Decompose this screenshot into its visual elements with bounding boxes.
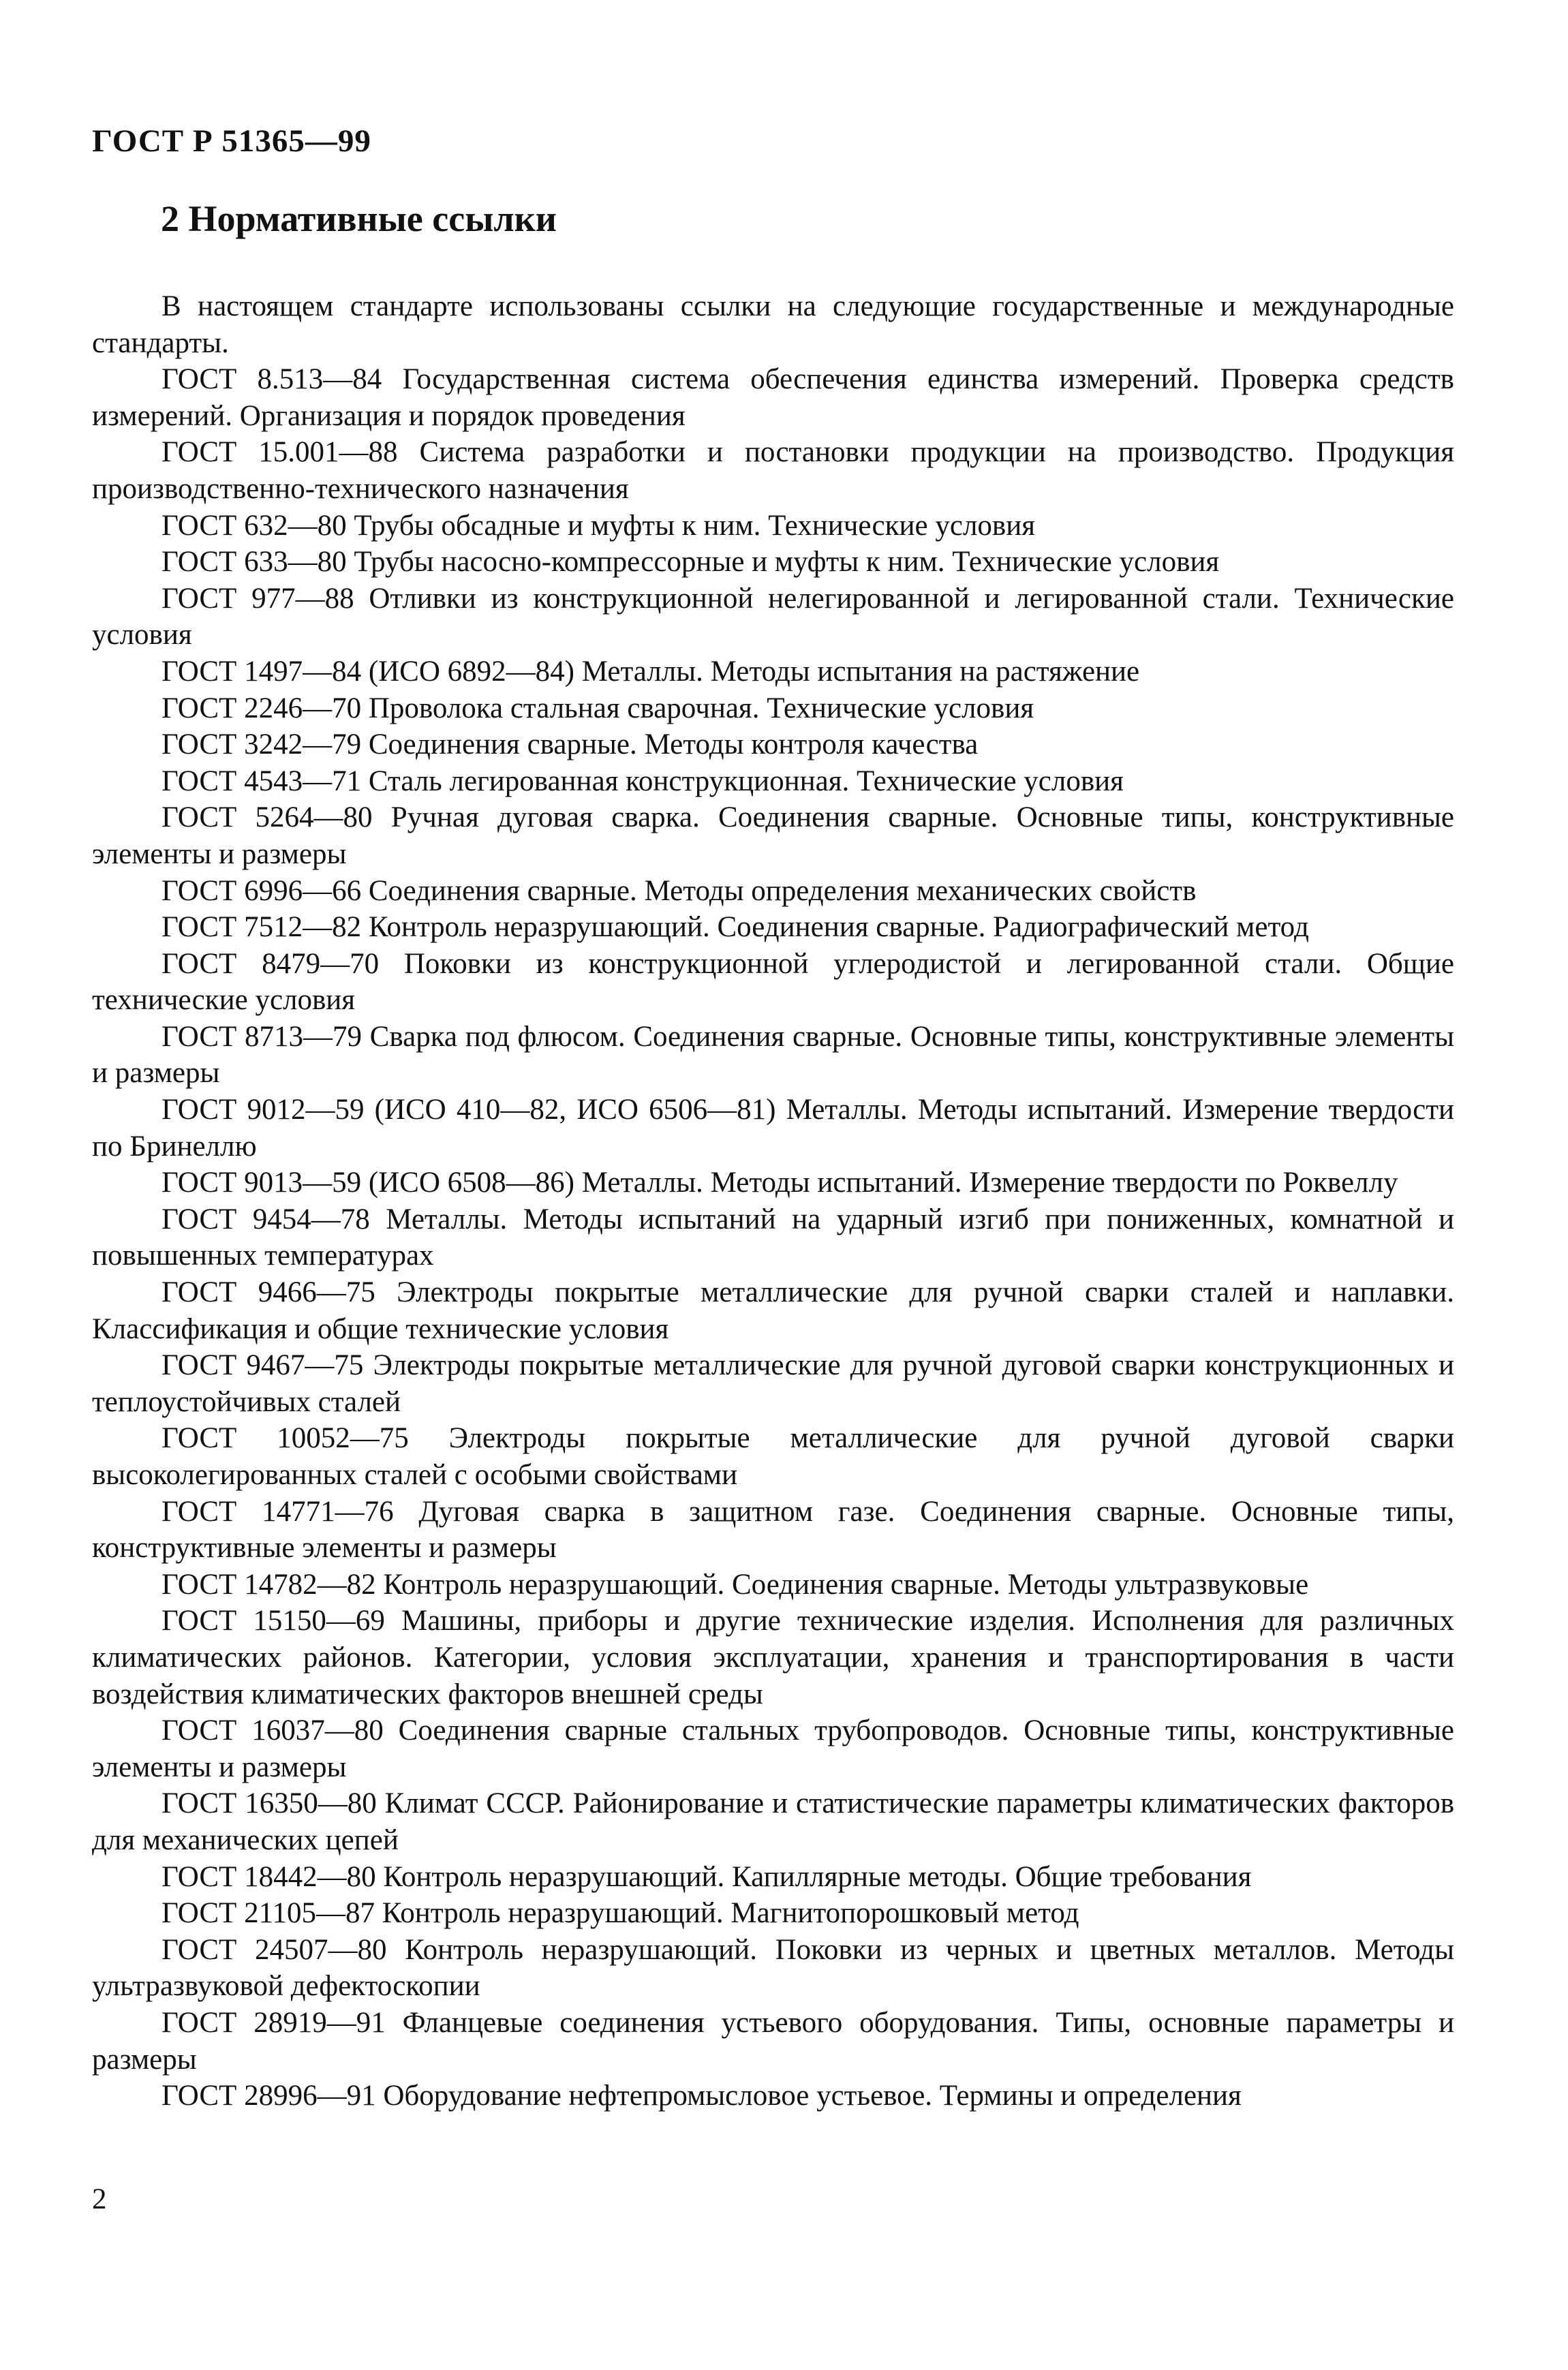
references-body — [92, 288, 1454, 2114]
reference-item: ГОСТ 15.001—88 Система разработки и постановки продукции на производство. Продукция производственно-технического назначения — [92, 436, 1454, 505]
reference-item: ГОСТ 1497—84 (ИСО 6892—84) Металлы. Методы испытания на растяжение — [162, 655, 1140, 688]
reference-item: ГОСТ 18442—80 Контроль неразрушающий. Капиллярные методы. Общие требования — [162, 1860, 1252, 1893]
reference-item: ГОСТ 28996—91 Оборудование нефтепромысловое устьевое. Термины и определения — [162, 2080, 1242, 2112]
document-code-header: ГОСТ Р 51365—99 — [92, 123, 371, 159]
reference-item: ГОСТ 8713—79 Сварка под флюсом. Соединения сварные. Основные типы, конструктивные элементы и размеры — [92, 1020, 1454, 1090]
reference-item: ГОСТ 2246—70 Проволока стальная сварочная. Технические условия — [162, 692, 1034, 724]
reference-item: ГОСТ 633—80 Трубы насосно-компрессорные и муфты к ним. Технические условия — [162, 546, 1220, 579]
reference-item: ГОСТ 14771—76 Дуговая сварка в защитном газе. Соединения сварные. Основные типы, конструктивные элементы и размеры — [92, 1495, 1454, 1565]
reference-item: ГОСТ 10052—75 Электроды покрытые металлические для ручной дуговой сварки высоколегированных сталей с особыми свойствами — [92, 1422, 1454, 1491]
reference-item: ГОСТ 9466—75 Электроды покрытые металлические для ручной сварки сталей и наплавки. Классификация и общие технические условия — [92, 1276, 1454, 1345]
section-title: 2 Нормативные ссылки — [161, 198, 557, 239]
reference-item: ГОСТ 8.513—84 Государственная система обеспечения единства измерений. Проверка средств измерений. Организация и порядок проведения — [92, 363, 1454, 432]
reference-item: ГОСТ 16350—80 Климат СССР. Районирование и статистические параметры климатических факторов для механических цепей — [92, 1787, 1454, 1856]
reference-item: ГОСТ 9012—59 (ИСО 410—82, ИСО 6506—81) Металлы. Методы испытаний. Измерение твердости по Бринеллю — [92, 1094, 1454, 1163]
reference-item: ГОСТ 9013—59 (ИСО 6508—86) Металлы. Методы испытаний. Измерение твердости по Роквеллу — [162, 1167, 1398, 1199]
reference-item: ГОСТ 977—88 Отливки из конструкционной нелегированной и легированной стали. Технические условия — [92, 582, 1454, 651]
reference-item: ГОСТ 9454—78 Металлы. Методы испытаний на ударный изгиб при пониженных, комнатной и повышенных температурах — [92, 1203, 1454, 1272]
reference-item: ГОСТ 4543—71 Сталь легированная конструкционная. Технические условия — [162, 765, 1124, 797]
reference-item: ГОСТ 6996—66 Соединения сварные. Методы определения механических свойств — [162, 874, 1197, 907]
reference-item: ГОСТ 632—80 Трубы обсадные и муфты к ним. Технические условия — [162, 509, 1036, 542]
reference-item: ГОСТ 3242—79 Соединения сварные. Методы контроля качества — [162, 728, 979, 761]
reference-item: ГОСТ 5264—80 Ручная дуговая сварка. Соединения сварные. Основные типы, конструктивные элементы и размеры — [92, 801, 1454, 870]
reference-item: ГОСТ 9467—75 Электроды покрытые металлические для ручной дуговой сварки конструкционных и теплоустойчивых сталей — [92, 1349, 1454, 1418]
reference-item: ГОСТ 24507—80 Контроль неразрушающий. Поковки из черных и цветных металлов. Методы ультразвуковой дефектоскопии — [92, 1933, 1454, 2003]
reference-item: ГОСТ 28919—91 Фланцевые соединения устьевого оборудования. Типы, основные параметры и размеры — [92, 2006, 1454, 2076]
reference-item: ГОСТ 7512—82 Контроль неразрушающий. Соединения сварные. Радиографический метод — [162, 911, 1309, 944]
reference-item: ГОСТ 14782—82 Контроль неразрушающий. Соединения сварные. Методы ультразвуковые — [162, 1568, 1309, 1601]
reference-item: ГОСТ 21105—87 Контроль неразрушающий. Магнитопорошковый метод — [162, 1897, 1079, 1930]
intro-paragraph: В настоящем стандарте использованы ссылки на следующие государственные и международные стандарты. — [92, 290, 1454, 359]
reference-item: ГОСТ 16037—80 Соединения сварные стальных трубопроводов. Основные типы, конструктивные элементы и размеры — [92, 1714, 1454, 1783]
page-number: 2 — [92, 2183, 107, 2215]
reference-item: ГОСТ 15150—69 Машины, приборы и другие технические изделия. Исполнения для различных климатических районов. Категории, условия эксплуатации, хранения и транспортирования в части воздействия климатических факторов внешней среды — [92, 1605, 1454, 1710]
reference-item: ГОСТ 8479—70 Поковки из конструкционной углеродистой и легированной стали. Общие технические условия — [92, 947, 1454, 1017]
